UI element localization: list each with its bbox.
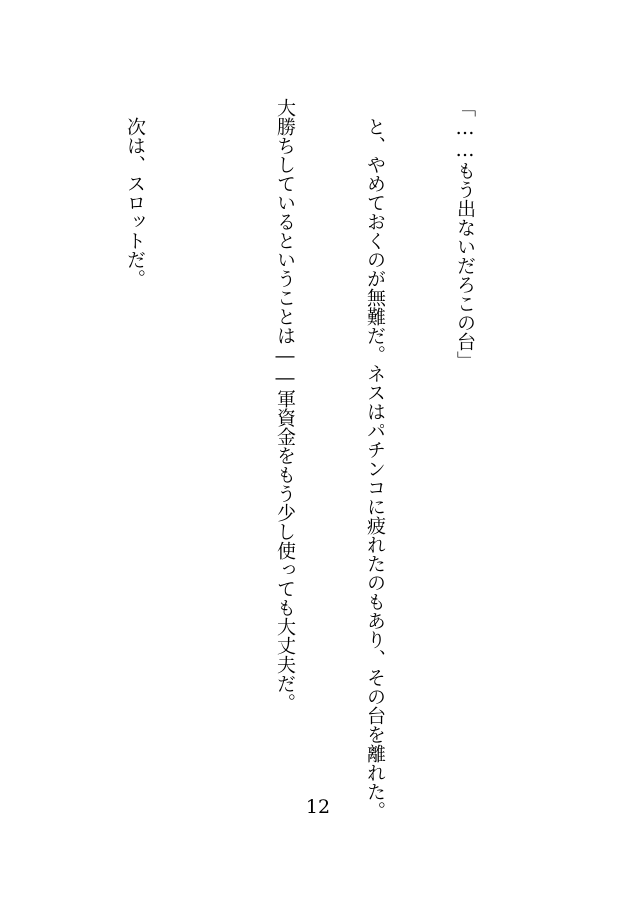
text-line: 大勝ちしているということは――軍資金をもう少し使っても大丈夫だ。 [274,98,296,712]
text-line: と、やめておくのが無難だ。ネスはパチンコに疲れたのもあり、その台を離れた。 [364,98,386,820]
page-number: 12 [305,796,331,818]
text-line: 次は、スロットだ。 [124,98,146,288]
text-line: 「……もう出ないだろこの台」 [454,98,476,370]
